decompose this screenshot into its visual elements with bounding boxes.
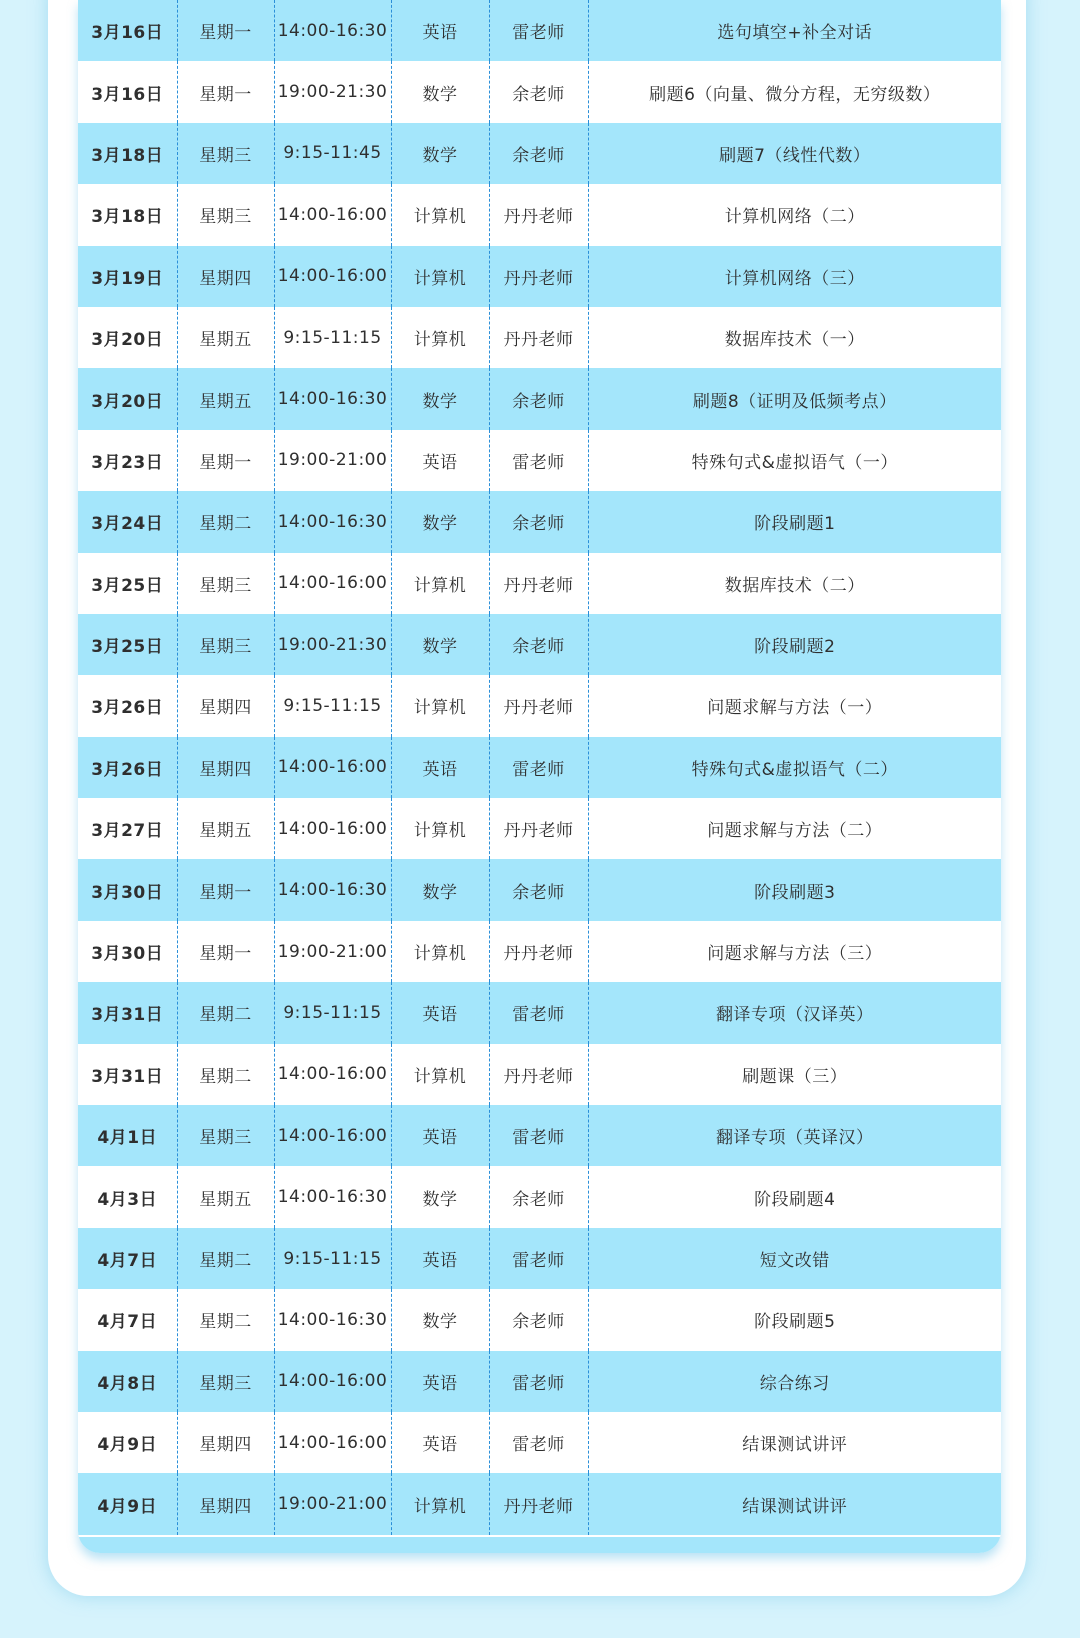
- table-row: [78, 1412, 1001, 1473]
- cell-time: 9:15-11:45: [274, 123, 391, 184]
- cell-weekday: 星期五: [177, 368, 274, 429]
- table-row: [78, 1105, 1001, 1166]
- cell-content: 阶段刷题1: [588, 491, 1001, 552]
- cell-weekday: 星期三: [177, 1105, 274, 1166]
- cell-subject: 计算机: [391, 798, 489, 859]
- cell-weekday: 星期二: [177, 982, 274, 1043]
- cell-subject: 英语: [391, 1105, 489, 1166]
- cell-subject: 数学: [391, 614, 489, 675]
- cell-date: 4月1日: [78, 1105, 177, 1166]
- cell-date: 3月24日: [78, 491, 177, 552]
- cell-date: 3月25日: [78, 553, 177, 614]
- cell-teacher: 余老师: [489, 368, 588, 429]
- cell-weekday: 星期三: [177, 1351, 274, 1412]
- cell-subject: 数学: [391, 1289, 489, 1350]
- cell-weekday: 星期二: [177, 491, 274, 552]
- cell-date: 4月9日: [78, 1412, 177, 1473]
- cell-content: 综合练习: [588, 1351, 1001, 1412]
- table-row: [78, 1166, 1001, 1227]
- table-row: [78, 553, 1001, 614]
- cell-content: 刷题6（向量、微分方程，无穷级数）: [588, 61, 1001, 122]
- cell-subject: 英语: [391, 430, 489, 491]
- cell-subject: 英语: [391, 1351, 489, 1412]
- cell-time: 14:00-16:00: [274, 246, 391, 307]
- cell-weekday: 星期二: [177, 1044, 274, 1105]
- cell-content: 结课测试讲评: [588, 1412, 1001, 1473]
- cell-teacher: 雷老师: [489, 737, 588, 798]
- cell-time: 14:00-16:30: [274, 1289, 391, 1350]
- cell-content: 阶段刷题2: [588, 614, 1001, 675]
- cell-content: 阶段刷题5: [588, 1289, 1001, 1350]
- table-row: [78, 307, 1001, 368]
- cell-time: 9:15-11:15: [274, 675, 391, 736]
- cell-content: 特殊句式&虚拟语气（一）: [588, 430, 1001, 491]
- table-row: [78, 614, 1001, 675]
- cell-date: 3月25日: [78, 614, 177, 675]
- cell-content: 结课测试讲评: [588, 1473, 1001, 1534]
- cell-content: 特殊句式&虚拟语气（二）: [588, 737, 1001, 798]
- cell-date: 3月16日: [78, 0, 177, 61]
- cell-subject: 英语: [391, 0, 489, 61]
- cell-weekday: 星期四: [177, 246, 274, 307]
- table-row: [78, 61, 1001, 122]
- schedule-body: [78, 0, 1001, 1535]
- cell-date: 3月30日: [78, 859, 177, 920]
- cell-date: 4月8日: [78, 1351, 177, 1412]
- cell-weekday: 星期四: [177, 737, 274, 798]
- cell-date: 4月7日: [78, 1289, 177, 1350]
- cell-subject: 数学: [391, 491, 489, 552]
- cell-weekday: 星期四: [177, 1412, 274, 1473]
- cell-weekday: 星期五: [177, 798, 274, 859]
- cell-teacher: 余老师: [489, 1289, 588, 1350]
- table-row: [78, 184, 1001, 245]
- cell-content: 选句填空+补全对话: [588, 0, 1001, 61]
- cell-content: 翻译专项（汉译英）: [588, 982, 1001, 1043]
- cell-time: 14:00-16:00: [274, 798, 391, 859]
- cell-time: 14:00-16:00: [274, 553, 391, 614]
- cell-content: 问题求解与方法（三）: [588, 921, 1001, 982]
- cell-teacher: 余老师: [489, 1166, 588, 1227]
- cell-subject: 英语: [391, 1412, 489, 1473]
- cell-teacher: 丹丹老师: [489, 184, 588, 245]
- cell-time: 14:00-16:00: [274, 1351, 391, 1412]
- cell-weekday: 星期二: [177, 1289, 274, 1350]
- cell-content: 短文改错: [588, 1228, 1001, 1289]
- cell-weekday: 星期一: [177, 0, 274, 61]
- cell-subject: 计算机: [391, 921, 489, 982]
- table-row: [78, 1351, 1001, 1412]
- cell-date: 3月26日: [78, 675, 177, 736]
- cell-subject: 英语: [391, 737, 489, 798]
- cell-teacher: 余老师: [489, 491, 588, 552]
- cell-subject: 数学: [391, 123, 489, 184]
- cell-weekday: 星期一: [177, 921, 274, 982]
- cell-content: 阶段刷题3: [588, 859, 1001, 920]
- cell-weekday: 星期五: [177, 307, 274, 368]
- cell-time: 14:00-16:00: [274, 737, 391, 798]
- cell-teacher: 丹丹老师: [489, 1473, 588, 1534]
- table-row: [78, 737, 1001, 798]
- cell-weekday: 星期三: [177, 123, 274, 184]
- cell-teacher: 雷老师: [489, 0, 588, 61]
- cell-time: 14:00-16:30: [274, 859, 391, 920]
- cell-weekday: 星期三: [177, 614, 274, 675]
- cell-content: 刷题课（三）: [588, 1044, 1001, 1105]
- cell-weekday: 星期二: [177, 1228, 274, 1289]
- cell-subject: 计算机: [391, 553, 489, 614]
- cell-content: 数据库技术（二）: [588, 553, 1001, 614]
- table-row: [78, 123, 1001, 184]
- cell-subject: 计算机: [391, 184, 489, 245]
- cell-date: 3月19日: [78, 246, 177, 307]
- cell-content: 计算机网络（三）: [588, 246, 1001, 307]
- cell-teacher: 雷老师: [489, 1412, 588, 1473]
- cell-subject: 数学: [391, 859, 489, 920]
- table-row: [78, 982, 1001, 1043]
- cell-time: 9:15-11:15: [274, 1228, 391, 1289]
- cell-date: 3月30日: [78, 921, 177, 982]
- cell-teacher: 丹丹老师: [489, 921, 588, 982]
- cell-content: 问题求解与方法（一）: [588, 675, 1001, 736]
- cell-teacher: 余老师: [489, 614, 588, 675]
- table-row: [78, 1044, 1001, 1105]
- cell-time: 14:00-16:30: [274, 0, 391, 61]
- cell-time: 9:15-11:15: [274, 307, 391, 368]
- cell-time: 14:00-16:00: [274, 1412, 391, 1473]
- cell-weekday: 星期四: [177, 1473, 274, 1534]
- cell-content: 问题求解与方法（二）: [588, 798, 1001, 859]
- cell-date: 3月31日: [78, 982, 177, 1043]
- cell-time: 14:00-16:30: [274, 1166, 391, 1227]
- cell-teacher: 雷老师: [489, 1228, 588, 1289]
- table-row: [78, 859, 1001, 920]
- table-row: [78, 430, 1001, 491]
- cell-date: 4月7日: [78, 1228, 177, 1289]
- cell-time: 14:00-16:00: [274, 1105, 391, 1166]
- table-row: [78, 1289, 1001, 1350]
- cell-date: 3月23日: [78, 430, 177, 491]
- cell-date: 3月18日: [78, 184, 177, 245]
- cell-time: 14:00-16:00: [274, 184, 391, 245]
- cell-date: 3月31日: [78, 1044, 177, 1105]
- cell-subject: 计算机: [391, 1473, 489, 1534]
- cell-teacher: 雷老师: [489, 1351, 588, 1412]
- cell-teacher: 丹丹老师: [489, 1044, 588, 1105]
- cell-content: 数据库技术（一）: [588, 307, 1001, 368]
- cell-subject: 英语: [391, 982, 489, 1043]
- cell-date: 3月26日: [78, 737, 177, 798]
- cell-teacher: 余老师: [489, 123, 588, 184]
- cell-content: 计算机网络（二）: [588, 184, 1001, 245]
- cell-weekday: 星期五: [177, 1166, 274, 1227]
- cell-date: 3月20日: [78, 307, 177, 368]
- cell-teacher: 雷老师: [489, 1105, 588, 1166]
- table-row: [78, 798, 1001, 859]
- cell-subject: 数学: [391, 1166, 489, 1227]
- cell-teacher: 雷老师: [489, 982, 588, 1043]
- table-row: [78, 0, 1001, 61]
- cell-content: 翻译专项（英译汉）: [588, 1105, 1001, 1166]
- cell-subject: 计算机: [391, 1044, 489, 1105]
- cell-content: 刷题7（线性代数）: [588, 123, 1001, 184]
- cell-teacher: 余老师: [489, 859, 588, 920]
- table-row: [78, 675, 1001, 736]
- cell-subject: 数学: [391, 368, 489, 429]
- cell-subject: 计算机: [391, 675, 489, 736]
- cell-content: 阶段刷题4: [588, 1166, 1001, 1227]
- cell-date: 3月18日: [78, 123, 177, 184]
- cell-teacher: 余老师: [489, 61, 588, 122]
- cell-weekday: 星期一: [177, 430, 274, 491]
- cell-date: 4月3日: [78, 1166, 177, 1227]
- cell-time: 19:00-21:00: [274, 430, 391, 491]
- cell-time: 9:15-11:15: [274, 982, 391, 1043]
- table-row: [78, 921, 1001, 982]
- schedule-table: [78, 0, 1001, 1535]
- cell-time: 19:00-21:00: [274, 921, 391, 982]
- cell-date: 4月9日: [78, 1473, 177, 1534]
- table-row: [78, 491, 1001, 552]
- cell-subject: 计算机: [391, 307, 489, 368]
- cell-teacher: 丹丹老师: [489, 675, 588, 736]
- cell-time: 19:00-21:00: [274, 1473, 391, 1534]
- cell-date: 3月27日: [78, 798, 177, 859]
- cell-subject: 计算机: [391, 246, 489, 307]
- cell-subject: 数学: [391, 61, 489, 122]
- table-row: [78, 1228, 1001, 1289]
- table-bottom-band: [78, 1537, 1001, 1553]
- cell-weekday: 星期三: [177, 553, 274, 614]
- cell-teacher: 丹丹老师: [489, 553, 588, 614]
- cell-teacher: 丹丹老师: [489, 246, 588, 307]
- cell-weekday: 星期四: [177, 675, 274, 736]
- cell-time: 14:00-16:30: [274, 491, 391, 552]
- table-row: [78, 246, 1001, 307]
- cell-weekday: 星期一: [177, 61, 274, 122]
- cell-teacher: 雷老师: [489, 430, 588, 491]
- cell-content: 刷题8（证明及低频考点）: [588, 368, 1001, 429]
- schedule-table-container: [78, 0, 1001, 1553]
- cell-date: 3月16日: [78, 61, 177, 122]
- table-row: [78, 1473, 1001, 1534]
- cell-teacher: 丹丹老师: [489, 798, 588, 859]
- cell-weekday: 星期一: [177, 859, 274, 920]
- cell-time: 19:00-21:30: [274, 61, 391, 122]
- table-row: [78, 368, 1001, 429]
- cell-time: 14:00-16:00: [274, 1044, 391, 1105]
- cell-time: 14:00-16:30: [274, 368, 391, 429]
- cell-teacher: 丹丹老师: [489, 307, 588, 368]
- cell-subject: 英语: [391, 1228, 489, 1289]
- cell-date: 3月20日: [78, 368, 177, 429]
- cell-weekday: 星期三: [177, 184, 274, 245]
- cell-time: 19:00-21:30: [274, 614, 391, 675]
